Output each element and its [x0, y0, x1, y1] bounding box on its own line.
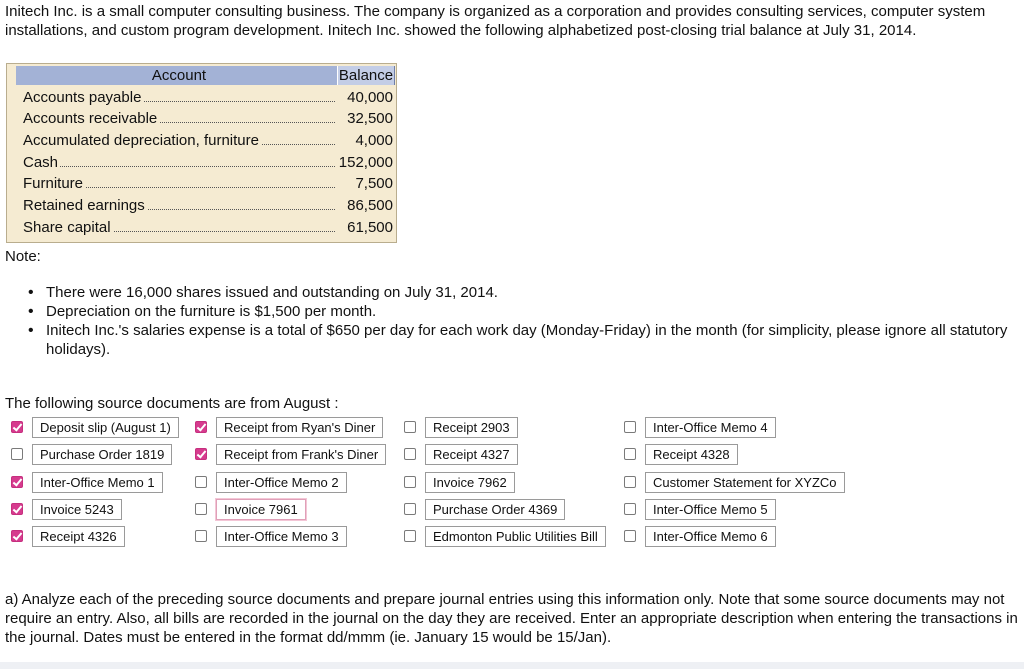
- document-button[interactable]: Invoice 5243: [32, 499, 122, 520]
- document-checkbox[interactable]: [11, 503, 23, 515]
- account-name: Retained earnings: [23, 197, 145, 214]
- document-button[interactable]: Invoice 7961: [216, 499, 306, 520]
- account-name: Share capital: [23, 219, 111, 236]
- document-button[interactable]: Receipt 4327: [425, 444, 518, 465]
- document-button[interactable]: Receipt from Frank's Diner: [216, 444, 386, 465]
- document-checkbox[interactable]: [195, 448, 207, 460]
- document-button[interactable]: Purchase Order 4369: [425, 499, 565, 520]
- document-button[interactable]: Invoice 7962: [425, 472, 515, 493]
- trial-balance-row: [23, 87, 393, 108]
- document-checkbox[interactable]: [624, 503, 636, 515]
- account-name: Furniture: [23, 175, 84, 192]
- trial-balance-row: [23, 173, 393, 194]
- trial-balance-row: [23, 195, 393, 216]
- document-checkbox[interactable]: [195, 503, 207, 515]
- trial-balance-row: [23, 217, 393, 238]
- document-checkbox[interactable]: [404, 421, 416, 433]
- account-name: Accounts payable: [23, 89, 142, 106]
- account-name: Accounts receivable: [23, 110, 158, 127]
- account-balance: 7,500: [355, 175, 393, 192]
- document-checkbox[interactable]: [404, 503, 416, 515]
- trial-balance-row: [23, 108, 393, 129]
- document-checkbox[interactable]: [404, 530, 416, 542]
- document-button[interactable]: Receipt 4326: [32, 526, 125, 547]
- bottom-bar: [0, 662, 1024, 669]
- document-checkbox[interactable]: [11, 421, 23, 433]
- document-button[interactable]: Purchase Order 1819: [32, 444, 172, 465]
- document-checkbox[interactable]: [624, 421, 636, 433]
- document-checkbox[interactable]: [11, 476, 23, 488]
- notes-list: [26, 283, 1016, 359]
- document-button[interactable]: Inter-Office Memo 2: [216, 472, 347, 493]
- account-balance: 40,000: [347, 89, 393, 106]
- document-button[interactable]: Inter-Office Memo 5: [645, 499, 776, 520]
- part-a-instructions: a) Analyze each of the preceding source documents and prepare journal entries using this information only. Note that some source documents may not require an entry. Also, all bills are recorded in the journal on the day they are received. Enter an appropriate description when entering the transactions in the journal. Dates must be entered in the format dd/mmm (ie. January 15 would be 15/Jan).: [5, 591, 1018, 646]
- trial-balance-table: [6, 63, 397, 243]
- balance-column-header: Balance: [338, 67, 394, 84]
- document-checkbox[interactable]: [404, 476, 416, 488]
- document-button[interactable]: Inter-Office Memo 6: [645, 526, 776, 547]
- account-column-header: Account: [151, 67, 207, 84]
- document-button[interactable]: Edmonton Public Utilities Bill: [425, 526, 606, 547]
- note-item: • There were 16,000 shares issued and outstanding on July 31, 2014.: [26, 283, 1016, 302]
- document-checkbox[interactable]: [624, 448, 636, 460]
- document-checkbox[interactable]: [624, 530, 636, 542]
- document-checkbox[interactable]: [195, 421, 207, 433]
- document-checkbox[interactable]: [11, 448, 23, 460]
- document-button[interactable]: Deposit slip (August 1): [32, 417, 179, 438]
- trial-balance-header: [16, 66, 395, 85]
- account-balance: 4,000: [355, 132, 393, 149]
- document-button[interactable]: Receipt from Ryan's Diner: [216, 417, 383, 438]
- note-item: • Initech Inc.'s salaries expense is a total of $650 per day for each work day (Monday-Friday) in the month (for simplicity, please ignore all statutory holidays).: [26, 321, 1016, 359]
- document-checkbox[interactable]: [404, 448, 416, 460]
- trial-balance-row: [23, 130, 393, 151]
- document-checkbox[interactable]: [195, 476, 207, 488]
- document-checkbox[interactable]: [11, 530, 23, 542]
- document-checkbox[interactable]: [195, 530, 207, 542]
- source-documents-label: The following source documents are from August :: [5, 395, 339, 412]
- leader-dots: [23, 166, 335, 167]
- document-checkbox[interactable]: [624, 476, 636, 488]
- note-label: Note:: [5, 248, 41, 265]
- document-button[interactable]: Inter-Office Memo 1: [32, 472, 163, 493]
- account-name: Accumulated depreciation, furniture: [23, 132, 259, 149]
- note-item: • Depreciation on the furniture is $1,500 per month.: [26, 302, 1016, 321]
- trial-balance-row: [23, 152, 393, 173]
- intro-paragraph: Initech Inc. is a small computer consulting business. The company is organized as a corporation and provides consulting services, computer system installations, and custom program development. Initech Inc. showed the following alphabetized post-closing trial balance at July 31, 2014.: [5, 3, 986, 39]
- account-balance: 61,500: [347, 219, 393, 236]
- document-button[interactable]: Customer Statement for XYZCo: [645, 472, 845, 493]
- document-button[interactable]: Inter-Office Memo 3: [216, 526, 347, 547]
- account-balance: 32,500: [347, 110, 393, 127]
- account-balance: 152,000: [338, 154, 393, 171]
- document-button[interactable]: Receipt 2903: [425, 417, 518, 438]
- account-balance: 86,500: [347, 197, 393, 214]
- document-button[interactable]: Receipt 4328: [645, 444, 738, 465]
- account-name: Cash: [23, 154, 59, 171]
- document-button[interactable]: Inter-Office Memo 4: [645, 417, 776, 438]
